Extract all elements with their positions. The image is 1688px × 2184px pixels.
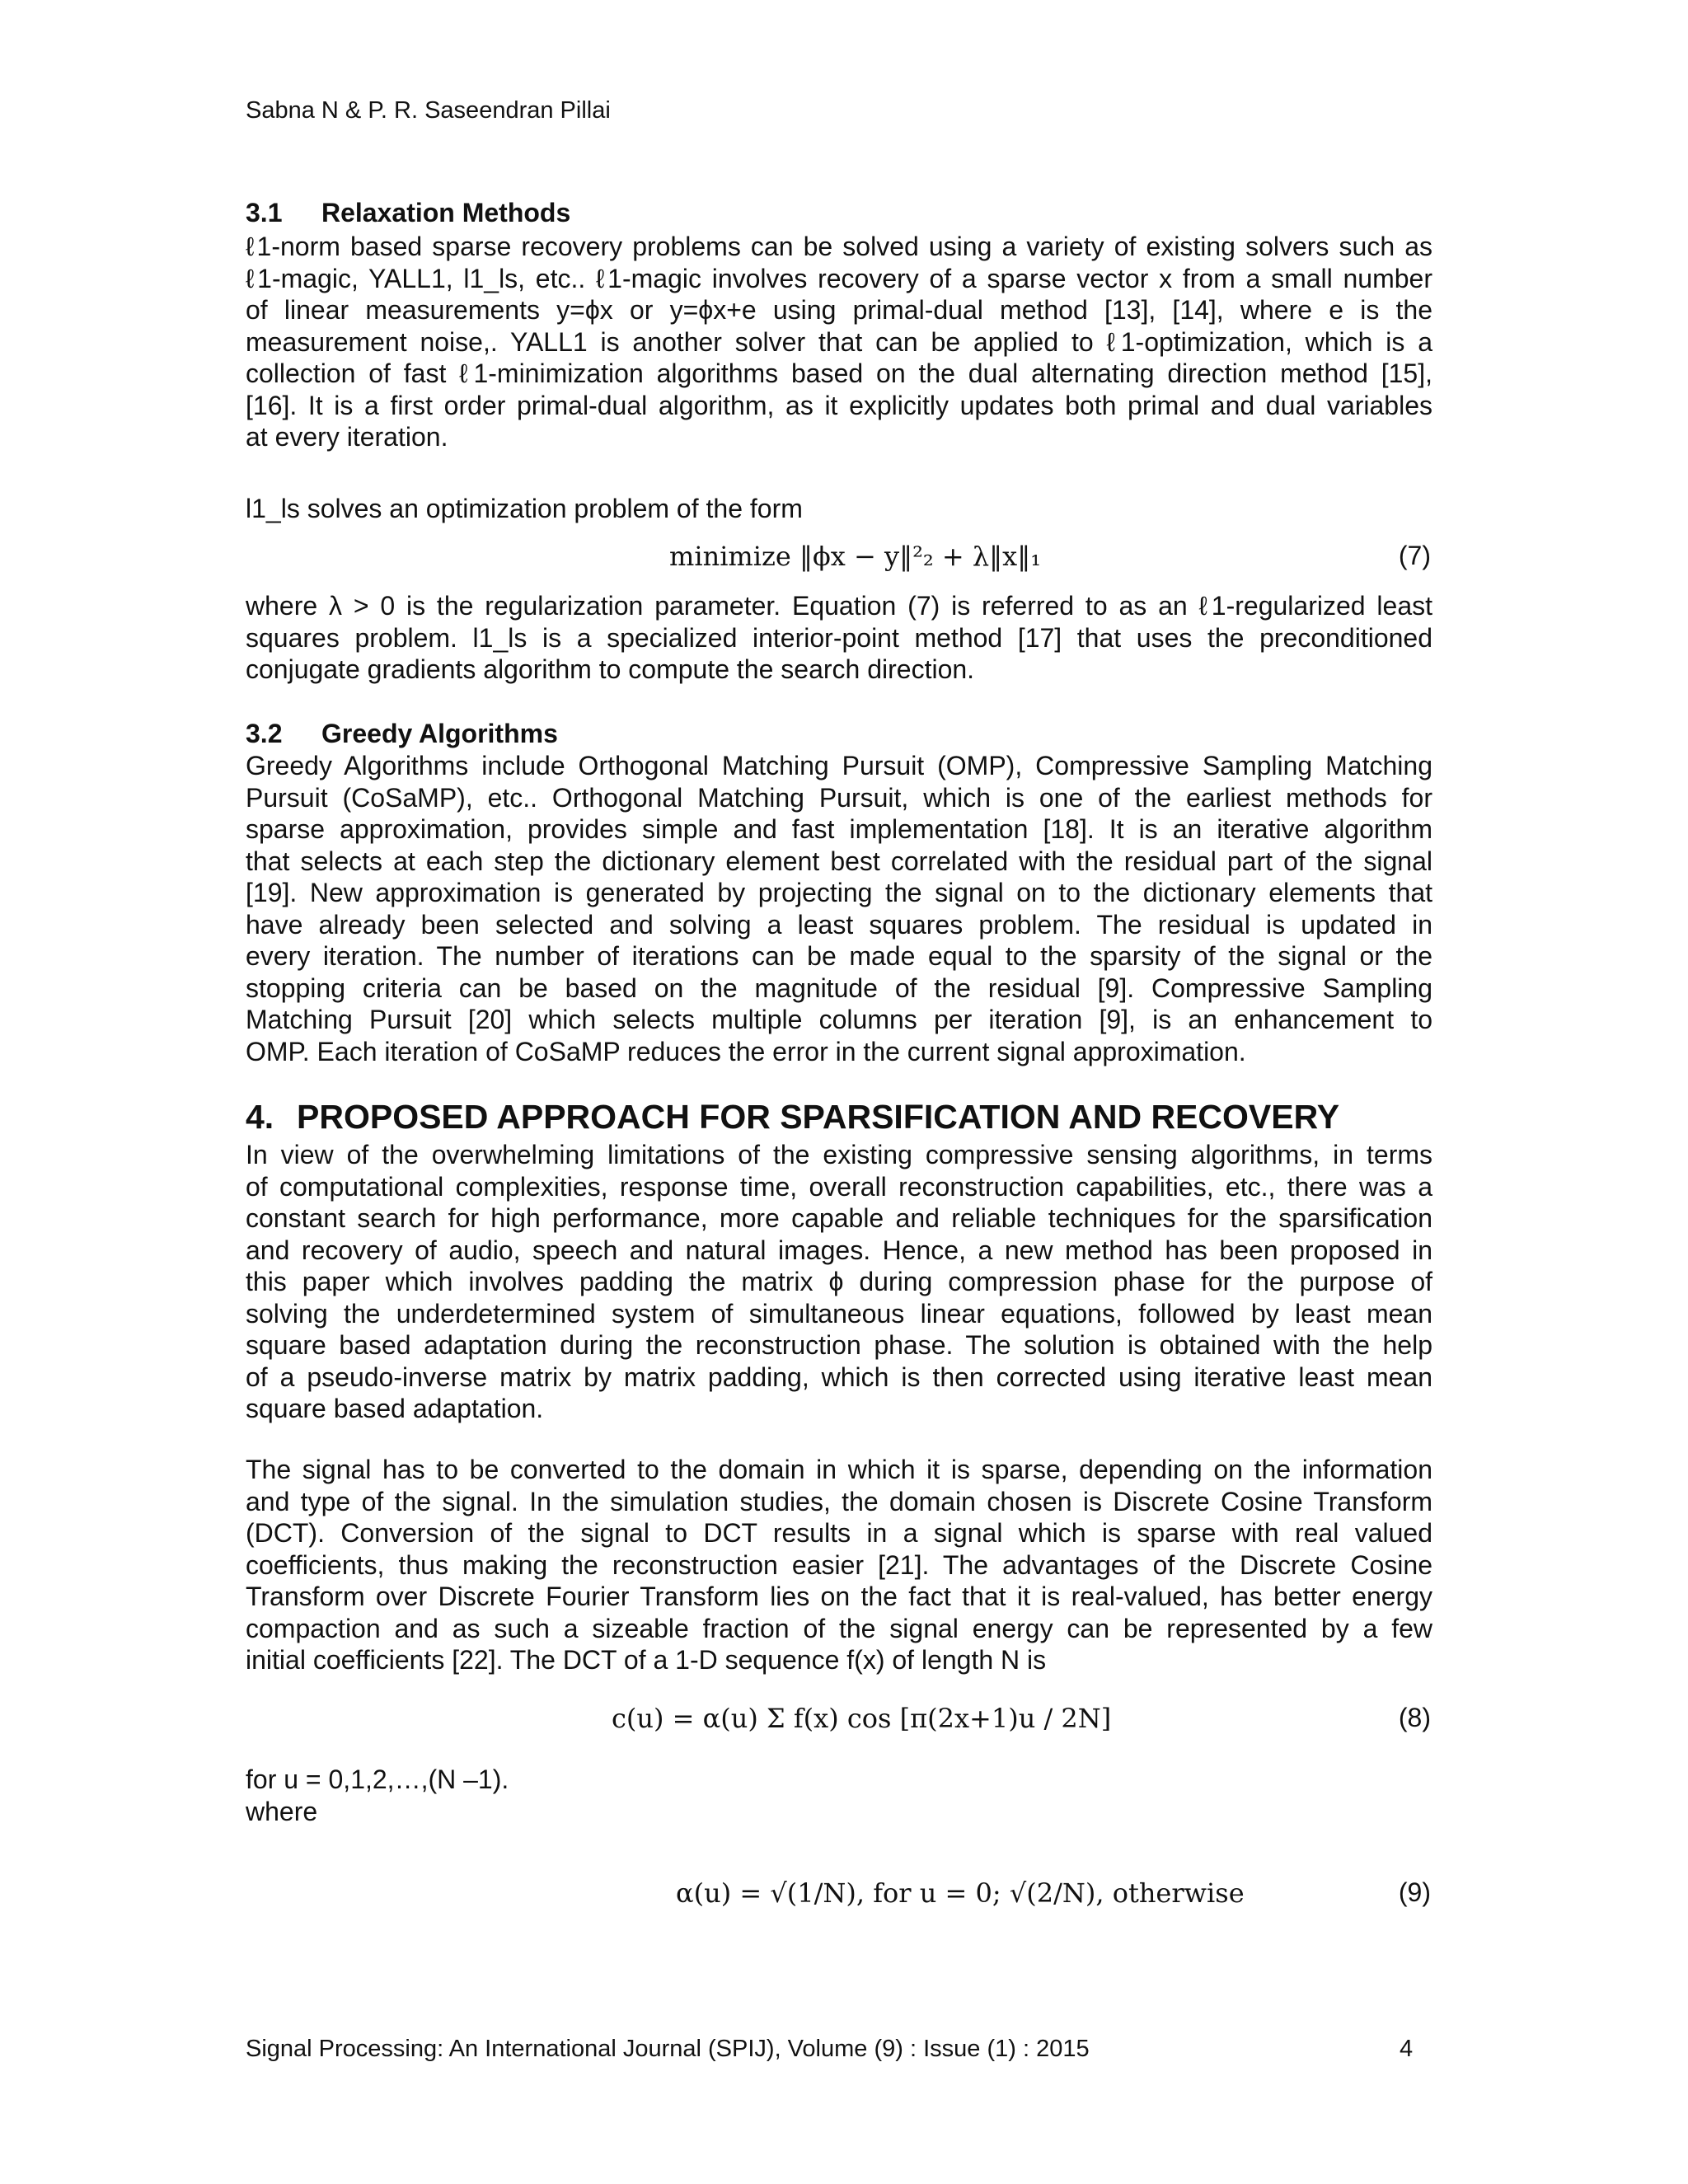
equation-7-number: (7): [1398, 541, 1431, 570]
text-line: Greedy Algorithms include Orthogonal Matching Pursuit (OMP), Compressive Sampling Matching: [246, 751, 1432, 780]
equation-7: minimize ‖ϕx − y‖²₂ + λ‖x‖₁: [669, 541, 1042, 572]
text-line: square based adaptation.: [246, 1394, 544, 1423]
text-line: solving the underdetermined system of simultaneous linear equations, followed by least mean: [246, 1298, 1432, 1329]
text-line: measurement noise,. YALL1 is another solver that can be applied to ℓ1-optimization, which is a: [246, 326, 1432, 357]
l1ls-intro: [246, 493, 1432, 525]
text-line: constant search for high performance, more capable and reliable techniques for the sparsification: [246, 1203, 1432, 1233]
text-line: OMP. Each iteration of CoSaMP reduces the error in the current signal approximation.: [246, 1036, 1246, 1066]
text-line: Matching Pursuit [20] which selects multiple columns per iteration [9], is an enhancement to: [246, 1005, 1432, 1034]
equation-8: c(u) = α(u) Σ f(x) cos [π(2x+1)u / 2N]: [612, 1703, 1112, 1734]
journal-footer: Signal Processing: An International Journal (SPIJ), Volume (9) : Issue (1) : 2015: [246, 2036, 1090, 2062]
text-line: [16]. It is a first order primal-dual algorithm, as it explicitly updates both primal and dual variables: [246, 390, 1432, 420]
text-line: l1_ls solves an optimization problem of the form: [246, 494, 803, 523]
proposed-paragraph-2: [246, 1454, 1432, 1676]
text-line: conjugate gradients algorithm to compute the search direction.: [246, 654, 975, 684]
relaxation-paragraph: [246, 231, 1432, 453]
text-line: In view of the overwhelming limitations of the existing compressive sensing algorithms, in terms: [246, 1140, 1432, 1169]
for-u-line: [246, 1764, 1432, 1827]
text-line: sparse approximation, provides simple and fast implementation [18]. It is an iterative algorithm: [246, 814, 1432, 844]
text-line: and recovery of audio, speech and natural images. Hence, a new method has been proposed in: [246, 1235, 1432, 1265]
text-line: Pursuit (CoSaMP), etc.. Orthogonal Matching Pursuit, which is one of the earliest methods for: [246, 782, 1432, 813]
section-number: 3.1: [246, 198, 283, 227]
text-line: that selects at each step the dictionary element best correlated with the residual part of the signal: [246, 846, 1432, 876]
text-line: initial coefficients [22]. The DCT of a 1-D sequence f(x) of length N is: [246, 1645, 1047, 1675]
page-number: 4: [1400, 2036, 1414, 2062]
equation-8-number: (8): [1398, 1703, 1431, 1732]
text-line: of linear measurements y=ϕx or y=ϕx+e using primal-dual method [13], [14], where e is the: [246, 295, 1432, 325]
text-line: at every iteration.: [246, 422, 448, 452]
text-line: compaction and as such a sizeable fraction of the signal energy can be represented by a few: [246, 1613, 1432, 1643]
text-line: square based adaptation during the reconstruction phase. The solution is obtained with the help: [246, 1330, 1432, 1360]
text-line: of computational complexities, response time, overall reconstruction capabilities, etc., there was a: [246, 1171, 1432, 1202]
section-title: Relaxation Methods: [321, 198, 571, 227]
text-line: where λ > 0 is the regularization parameter. Equation (7) is referred to as an ℓ1-regularized least: [246, 591, 1432, 621]
section-3-2-heading: [246, 719, 558, 749]
text-line: (DCT). Conversion of the signal to DCT results in a signal which is sparse with real valued: [246, 1518, 1432, 1548]
text-line: Transform over Discrete Fourier Transform lies on the fact that it is real-valued, has better energy: [246, 1582, 1432, 1611]
greedy-paragraph: [246, 750, 1432, 1067]
text-line: where: [246, 1796, 318, 1826]
text-line: stopping criteria can be based on the magnitude of the residual [9]. Compressive Sampling: [246, 972, 1432, 1003]
proposed-paragraph-1: [246, 1139, 1432, 1425]
text-line: and type of the signal. In the simulation studies, the domain chosen is Discrete Cosine Transform: [246, 1486, 1432, 1516]
running-header: Sabna N & P. R. Saseendran Pillai: [246, 97, 611, 124]
equation-9-number: (9): [1398, 1877, 1431, 1907]
text-line: collection of fast ℓ1-minimization algorithms based on the dual alternating direction method [15],: [246, 359, 1432, 388]
text-line: have already been selected and solving a least squares problem. The residual is updated in: [246, 909, 1432, 940]
text-line: this paper which involves padding the matrix ϕ during compression phase for the purpose of: [246, 1267, 1432, 1296]
section-title: Greedy Algorithms: [321, 719, 558, 748]
section-number: 4.: [246, 1098, 274, 1136]
section-4-heading: [246, 1098, 1339, 1137]
text-line: coefficients, thus making the reconstruction easier [21]. The advantages of the Discrete Cosine: [246, 1549, 1432, 1580]
regularization-paragraph: [246, 590, 1432, 686]
text-line: for u = 0,1,2,…,(N –1).: [246, 1765, 509, 1794]
text-line: [19]. New approximation is generated by projecting the signal on to the dictionary elements that: [246, 878, 1432, 907]
section-title: PROPOSED APPROACH FOR SPARSIFICATION AND RECOVERY: [297, 1098, 1340, 1136]
text-line: every iteration. The number of iterations can be made equal to the sparsity of the signal or the: [246, 941, 1432, 971]
text-line: ℓ1-norm based sparse recovery problems can be solved using a variety of existing solvers such as: [246, 232, 1432, 261]
section-3-1-heading: [246, 198, 570, 228]
text-line: The signal has to be converted to the domain in which it is sparse, depending on the information: [246, 1455, 1432, 1484]
text-line: of a pseudo-inverse matrix by matrix padding, which is then corrected using iterative least mean: [246, 1361, 1432, 1392]
text-line: ℓ1-magic, YALL1, l1_ls, etc.. ℓ1-magic involves recovery of a sparse vector x from a small number: [246, 263, 1432, 293]
section-number: 3.2: [246, 719, 283, 748]
text-line: squares problem. l1_ls is a specialized interior-point method [17] that uses the preconditioned: [246, 622, 1432, 653]
equation-9: α(u) = √(1/N), for u = 0; √(2/N), otherwise: [676, 1877, 1245, 1909]
